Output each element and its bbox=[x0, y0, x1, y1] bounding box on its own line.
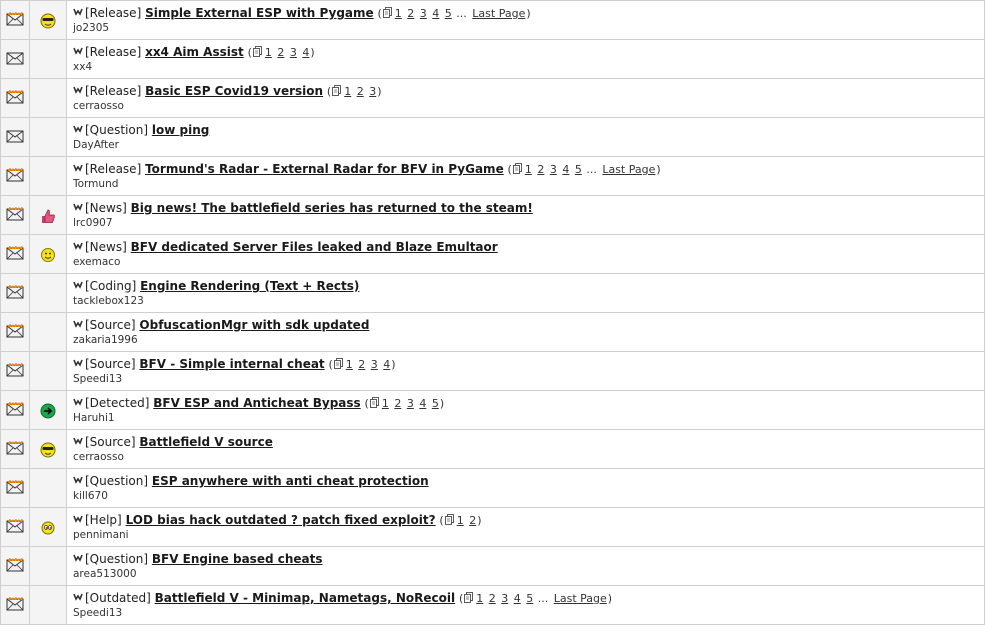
thread-title-cell bbox=[67, 508, 985, 547]
thread-author[interactable]: pennimani bbox=[73, 529, 129, 541]
thumbs-up-icon bbox=[40, 206, 56, 225]
thread-status-cell bbox=[1, 196, 30, 235]
post-icon-cell bbox=[30, 469, 67, 508]
page-link[interactable]: 1 bbox=[394, 7, 402, 20]
thread-title-cell bbox=[67, 196, 985, 235]
thread-title-link[interactable]: BFV ESP and Anticheat Bypass bbox=[153, 396, 361, 410]
thread-status-cell bbox=[1, 352, 30, 391]
page-link[interactable]: 1 bbox=[476, 592, 484, 605]
thread-title-cell bbox=[67, 430, 985, 469]
thread-prefix: [News] bbox=[85, 201, 127, 215]
page-link[interactable]: 1 bbox=[524, 163, 532, 176]
thread-title-cell bbox=[67, 352, 985, 391]
thread-author[interactable]: lrc0907 bbox=[73, 217, 113, 229]
page-link[interactable]: 4 bbox=[513, 592, 521, 605]
page-link[interactable]: 3 bbox=[369, 85, 377, 98]
thread-status-cell bbox=[1, 469, 30, 508]
page-link[interactable]: 1 bbox=[344, 85, 352, 98]
post-icon-cell bbox=[30, 508, 67, 547]
page-link[interactable]: 1 bbox=[264, 46, 272, 59]
thread-title-link[interactable]: ObfuscationMgr with sdk updated bbox=[139, 318, 370, 332]
thread-status-cell bbox=[1, 157, 30, 196]
thread-title-link[interactable]: Basic ESP Covid19 version bbox=[145, 84, 324, 98]
thread-prefix: [Question] bbox=[85, 123, 149, 137]
page-link[interactable]: 4 bbox=[302, 46, 310, 59]
thread-author[interactable]: Haruhi1 bbox=[73, 412, 115, 424]
post-icon-cell bbox=[30, 547, 67, 586]
thread-row bbox=[1, 508, 985, 547]
thread-title-link[interactable]: low ping bbox=[151, 123, 210, 137]
page-link[interactable]: 4 bbox=[419, 397, 427, 410]
thread-prefix: [Question] bbox=[85, 552, 149, 566]
envelope-icon bbox=[6, 207, 24, 221]
thread-status-cell bbox=[1, 313, 30, 352]
page-link[interactable]: 5 bbox=[444, 7, 452, 20]
expand-arrow-icon[interactable] bbox=[73, 437, 83, 445]
thread-title-link[interactable]: Battlefield V source bbox=[139, 435, 273, 449]
thread-title-link[interactable]: Tormund's Radar - External Radar for BFV in PyGame bbox=[145, 162, 504, 176]
thread-row bbox=[1, 79, 985, 118]
multipage-icon bbox=[334, 358, 343, 369]
thread-title-link[interactable]: LOD bias hack outdated ? patch fixed exploit? bbox=[125, 513, 436, 527]
page-link[interactable]: 4 bbox=[383, 358, 391, 371]
page-link[interactable]: 5 bbox=[431, 397, 439, 410]
cool-smiley-icon bbox=[40, 11, 56, 30]
page-links: ( 1 2 3 4 5 ... Last Page) bbox=[458, 592, 613, 605]
thread-row bbox=[1, 274, 985, 313]
expand-arrow-icon[interactable] bbox=[73, 593, 83, 601]
thread-row bbox=[1, 40, 985, 79]
envelope-icon bbox=[6, 480, 24, 494]
envelope-icon bbox=[6, 597, 24, 611]
thread-title-link[interactable]: Engine Rendering (Text + Rects) bbox=[140, 279, 360, 293]
envelope-icon bbox=[6, 285, 24, 299]
expand-arrow-icon[interactable] bbox=[73, 125, 83, 133]
post-icon-cell bbox=[30, 118, 67, 157]
multipage-icon bbox=[513, 163, 522, 174]
thread-prefix: [Release] bbox=[85, 6, 142, 20]
page-links: ( 1 2 3 4 5 ... Last Page) bbox=[507, 163, 661, 176]
thread-status-cell bbox=[1, 430, 30, 469]
thread-author[interactable]: Speedi13 bbox=[73, 607, 123, 619]
thread-row bbox=[1, 469, 985, 508]
page-link[interactable]: 3 bbox=[289, 46, 297, 59]
thread-author[interactable]: DayAfter bbox=[73, 139, 119, 151]
envelope-icon bbox=[6, 12, 24, 26]
thread-title-cell bbox=[67, 274, 985, 313]
expand-arrow-icon[interactable] bbox=[73, 359, 83, 367]
arrow-right-icon bbox=[40, 401, 56, 420]
thread-status-cell bbox=[1, 508, 30, 547]
thread-status-cell bbox=[1, 274, 30, 313]
page-links: ( 1 2 3 4) bbox=[328, 358, 396, 371]
thread-prefix: [Release] bbox=[85, 162, 142, 176]
post-icon-cell bbox=[30, 274, 67, 313]
thread-title-cell bbox=[67, 547, 985, 586]
page-link[interactable]: 2 bbox=[488, 592, 496, 605]
thread-row bbox=[1, 1, 985, 40]
thread-status-cell bbox=[1, 79, 30, 118]
page-ellipsis: ... bbox=[537, 592, 549, 605]
page-links: ( 1 2 3 4) bbox=[247, 46, 315, 59]
page-links: ( 1 2) bbox=[439, 514, 482, 527]
post-icon-cell bbox=[30, 352, 67, 391]
thread-author[interactable]: tacklebox123 bbox=[73, 295, 144, 307]
expand-arrow-icon[interactable] bbox=[73, 320, 83, 328]
thread-title-cell bbox=[67, 79, 985, 118]
envelope-icon bbox=[6, 51, 24, 65]
expand-arrow-icon[interactable] bbox=[73, 86, 83, 94]
envelope-icon bbox=[6, 246, 24, 260]
envelope-icon bbox=[6, 324, 24, 338]
page-link[interactable]: 3 bbox=[549, 163, 557, 176]
page-links: ( 1 2 3 4 5) bbox=[364, 397, 445, 410]
multipage-icon bbox=[253, 46, 262, 57]
multipage-icon bbox=[370, 397, 379, 408]
expand-arrow-icon[interactable] bbox=[73, 242, 83, 250]
thread-author[interactable]: area513000 bbox=[73, 568, 137, 580]
page-link[interactable]: 2 bbox=[358, 358, 366, 371]
thread-title-cell bbox=[67, 391, 985, 430]
envelope-icon bbox=[6, 90, 24, 104]
envelope-icon bbox=[6, 129, 24, 143]
thread-status-cell bbox=[1, 235, 30, 274]
multipage-icon bbox=[464, 592, 473, 603]
thread-title-cell bbox=[67, 586, 985, 625]
thread-title-link[interactable]: ESP anywhere with anti cheat protection bbox=[151, 474, 429, 488]
thread-author[interactable]: zakaria1996 bbox=[73, 334, 138, 346]
envelope-icon bbox=[6, 441, 24, 455]
last-page-link[interactable]: Last Page bbox=[602, 163, 656, 176]
thread-prefix: [Question] bbox=[85, 474, 149, 488]
page-link[interactable]: 1 bbox=[345, 358, 353, 371]
expand-arrow-icon[interactable] bbox=[73, 47, 83, 55]
thread-row bbox=[1, 157, 985, 196]
thread-title-cell bbox=[67, 235, 985, 274]
thread-title-cell bbox=[67, 1, 985, 40]
thread-row bbox=[1, 391, 985, 430]
thread-title-cell bbox=[67, 40, 985, 79]
envelope-icon bbox=[6, 363, 24, 377]
thread-title-link[interactable]: Big news! The battlefield series has returned to the steam! bbox=[130, 201, 533, 215]
expand-arrow-icon[interactable] bbox=[73, 398, 83, 406]
page-link[interactable]: 2 bbox=[277, 46, 285, 59]
page-link[interactable]: 3 bbox=[370, 358, 378, 371]
envelope-icon bbox=[6, 558, 24, 572]
page-link[interactable]: 4 bbox=[562, 163, 570, 176]
thread-title-link[interactable]: Battlefield V - Minimap, Nametags, NoRecoil bbox=[154, 591, 456, 605]
expand-arrow-icon[interactable] bbox=[73, 554, 83, 562]
multipage-icon bbox=[332, 85, 341, 96]
thread-status-cell bbox=[1, 40, 30, 79]
thread-title-cell bbox=[67, 313, 985, 352]
thread-title-cell bbox=[67, 469, 985, 508]
thread-prefix: [Release] bbox=[85, 84, 142, 98]
post-icon-cell bbox=[30, 157, 67, 196]
envelope-icon bbox=[6, 519, 24, 533]
cool-smiley-icon bbox=[40, 440, 56, 459]
thread-status-cell bbox=[1, 1, 30, 40]
expand-arrow-icon[interactable] bbox=[73, 203, 83, 211]
thread-prefix: [Outdated] bbox=[85, 591, 151, 605]
thread-prefix: [Source] bbox=[85, 435, 136, 449]
page-link[interactable]: 2 bbox=[407, 7, 415, 20]
thread-prefix: [Coding] bbox=[85, 279, 137, 293]
envelope-icon bbox=[6, 168, 24, 182]
thread-row bbox=[1, 196, 985, 235]
page-ellipsis: ... bbox=[456, 7, 467, 20]
thread-author[interactable]: jo2305 bbox=[73, 22, 110, 34]
thread-author[interactable]: cerraosso bbox=[73, 451, 124, 463]
thread-title-link[interactable]: BFV dedicated Server Files leaked and Blaze Emultaor bbox=[130, 240, 498, 254]
thread-status-cell bbox=[1, 391, 30, 430]
thread-prefix: [Release] bbox=[85, 45, 142, 59]
thread-row bbox=[1, 547, 985, 586]
thread-status-cell bbox=[1, 547, 30, 586]
thread-title-link[interactable]: xx4 Aim Assist bbox=[145, 45, 244, 59]
multipage-icon bbox=[383, 7, 392, 18]
smile-icon bbox=[40, 245, 56, 264]
page-link[interactable]: 3 bbox=[406, 397, 414, 410]
thread-title-cell bbox=[67, 118, 985, 157]
post-icon-cell bbox=[30, 40, 67, 79]
thread-row bbox=[1, 430, 985, 469]
page-link[interactable]: 3 bbox=[419, 7, 427, 20]
post-icon-cell bbox=[30, 586, 67, 625]
thread-author[interactable]: kill670 bbox=[73, 490, 108, 502]
thread-list-body bbox=[1, 1, 985, 625]
thread-title-link[interactable]: BFV Engine based cheats bbox=[151, 552, 323, 566]
page-ellipsis: ... bbox=[586, 163, 597, 176]
eyes-smiley-icon bbox=[40, 518, 56, 537]
page-link[interactable]: 2 bbox=[537, 163, 545, 176]
thread-title-link[interactable]: BFV - Simple internal cheat bbox=[139, 357, 325, 371]
expand-arrow-icon[interactable] bbox=[73, 164, 83, 172]
thread-author[interactable]: xx4 bbox=[73, 61, 93, 73]
thread-row bbox=[1, 586, 985, 625]
post-icon-cell bbox=[30, 430, 67, 469]
thread-author[interactable]: Tormund bbox=[73, 178, 119, 190]
post-icon-cell bbox=[30, 196, 67, 235]
thread-prefix: [Source] bbox=[85, 357, 136, 371]
thread-prefix: [Detected] bbox=[85, 396, 150, 410]
expand-arrow-icon[interactable] bbox=[73, 8, 83, 16]
thread-status-cell bbox=[1, 586, 30, 625]
page-link[interactable]: 2 bbox=[394, 397, 402, 410]
thread-row bbox=[1, 352, 985, 391]
thread-prefix: [News] bbox=[85, 240, 127, 254]
page-link[interactable]: 4 bbox=[432, 7, 440, 20]
thread-author[interactable]: cerraosso bbox=[73, 100, 124, 112]
expand-arrow-icon[interactable] bbox=[73, 476, 83, 484]
expand-arrow-icon[interactable] bbox=[73, 515, 83, 523]
expand-arrow-icon[interactable] bbox=[73, 281, 83, 289]
post-icon-cell bbox=[30, 313, 67, 352]
thread-row bbox=[1, 118, 985, 157]
page-link[interactable]: 1 bbox=[381, 397, 389, 410]
page-link[interactable]: 5 bbox=[526, 592, 534, 605]
post-icon-cell bbox=[30, 391, 67, 430]
last-page-link[interactable]: Last Page bbox=[553, 592, 607, 605]
thread-author[interactable]: Speedi13 bbox=[73, 373, 123, 385]
last-page-link[interactable]: Last Page bbox=[472, 7, 526, 20]
page-link[interactable]: 3 bbox=[501, 592, 509, 605]
post-icon-cell bbox=[30, 1, 67, 40]
thread-title-cell bbox=[67, 157, 985, 196]
post-icon-cell bbox=[30, 235, 67, 274]
thread-prefix: [Help] bbox=[85, 513, 122, 527]
thread-status-cell bbox=[1, 118, 30, 157]
thread-author[interactable]: exemaco bbox=[73, 256, 121, 268]
page-links: ( 1 2 3) bbox=[326, 85, 382, 98]
page-link[interactable]: 1 bbox=[456, 514, 464, 527]
page-link[interactable]: 2 bbox=[356, 85, 364, 98]
thread-row bbox=[1, 313, 985, 352]
thread-title-link[interactable]: Simple External ESP with Pygame bbox=[145, 6, 374, 20]
page-link[interactable]: 2 bbox=[469, 514, 477, 527]
page-links: ( 1 2 3 4 5 ... Last Page) bbox=[377, 7, 531, 20]
thread-prefix: [Source] bbox=[85, 318, 136, 332]
envelope-icon bbox=[6, 402, 24, 416]
multipage-icon bbox=[445, 514, 454, 525]
post-icon-cell bbox=[30, 79, 67, 118]
thread-row bbox=[1, 235, 985, 274]
page-link[interactable]: 5 bbox=[574, 163, 582, 176]
